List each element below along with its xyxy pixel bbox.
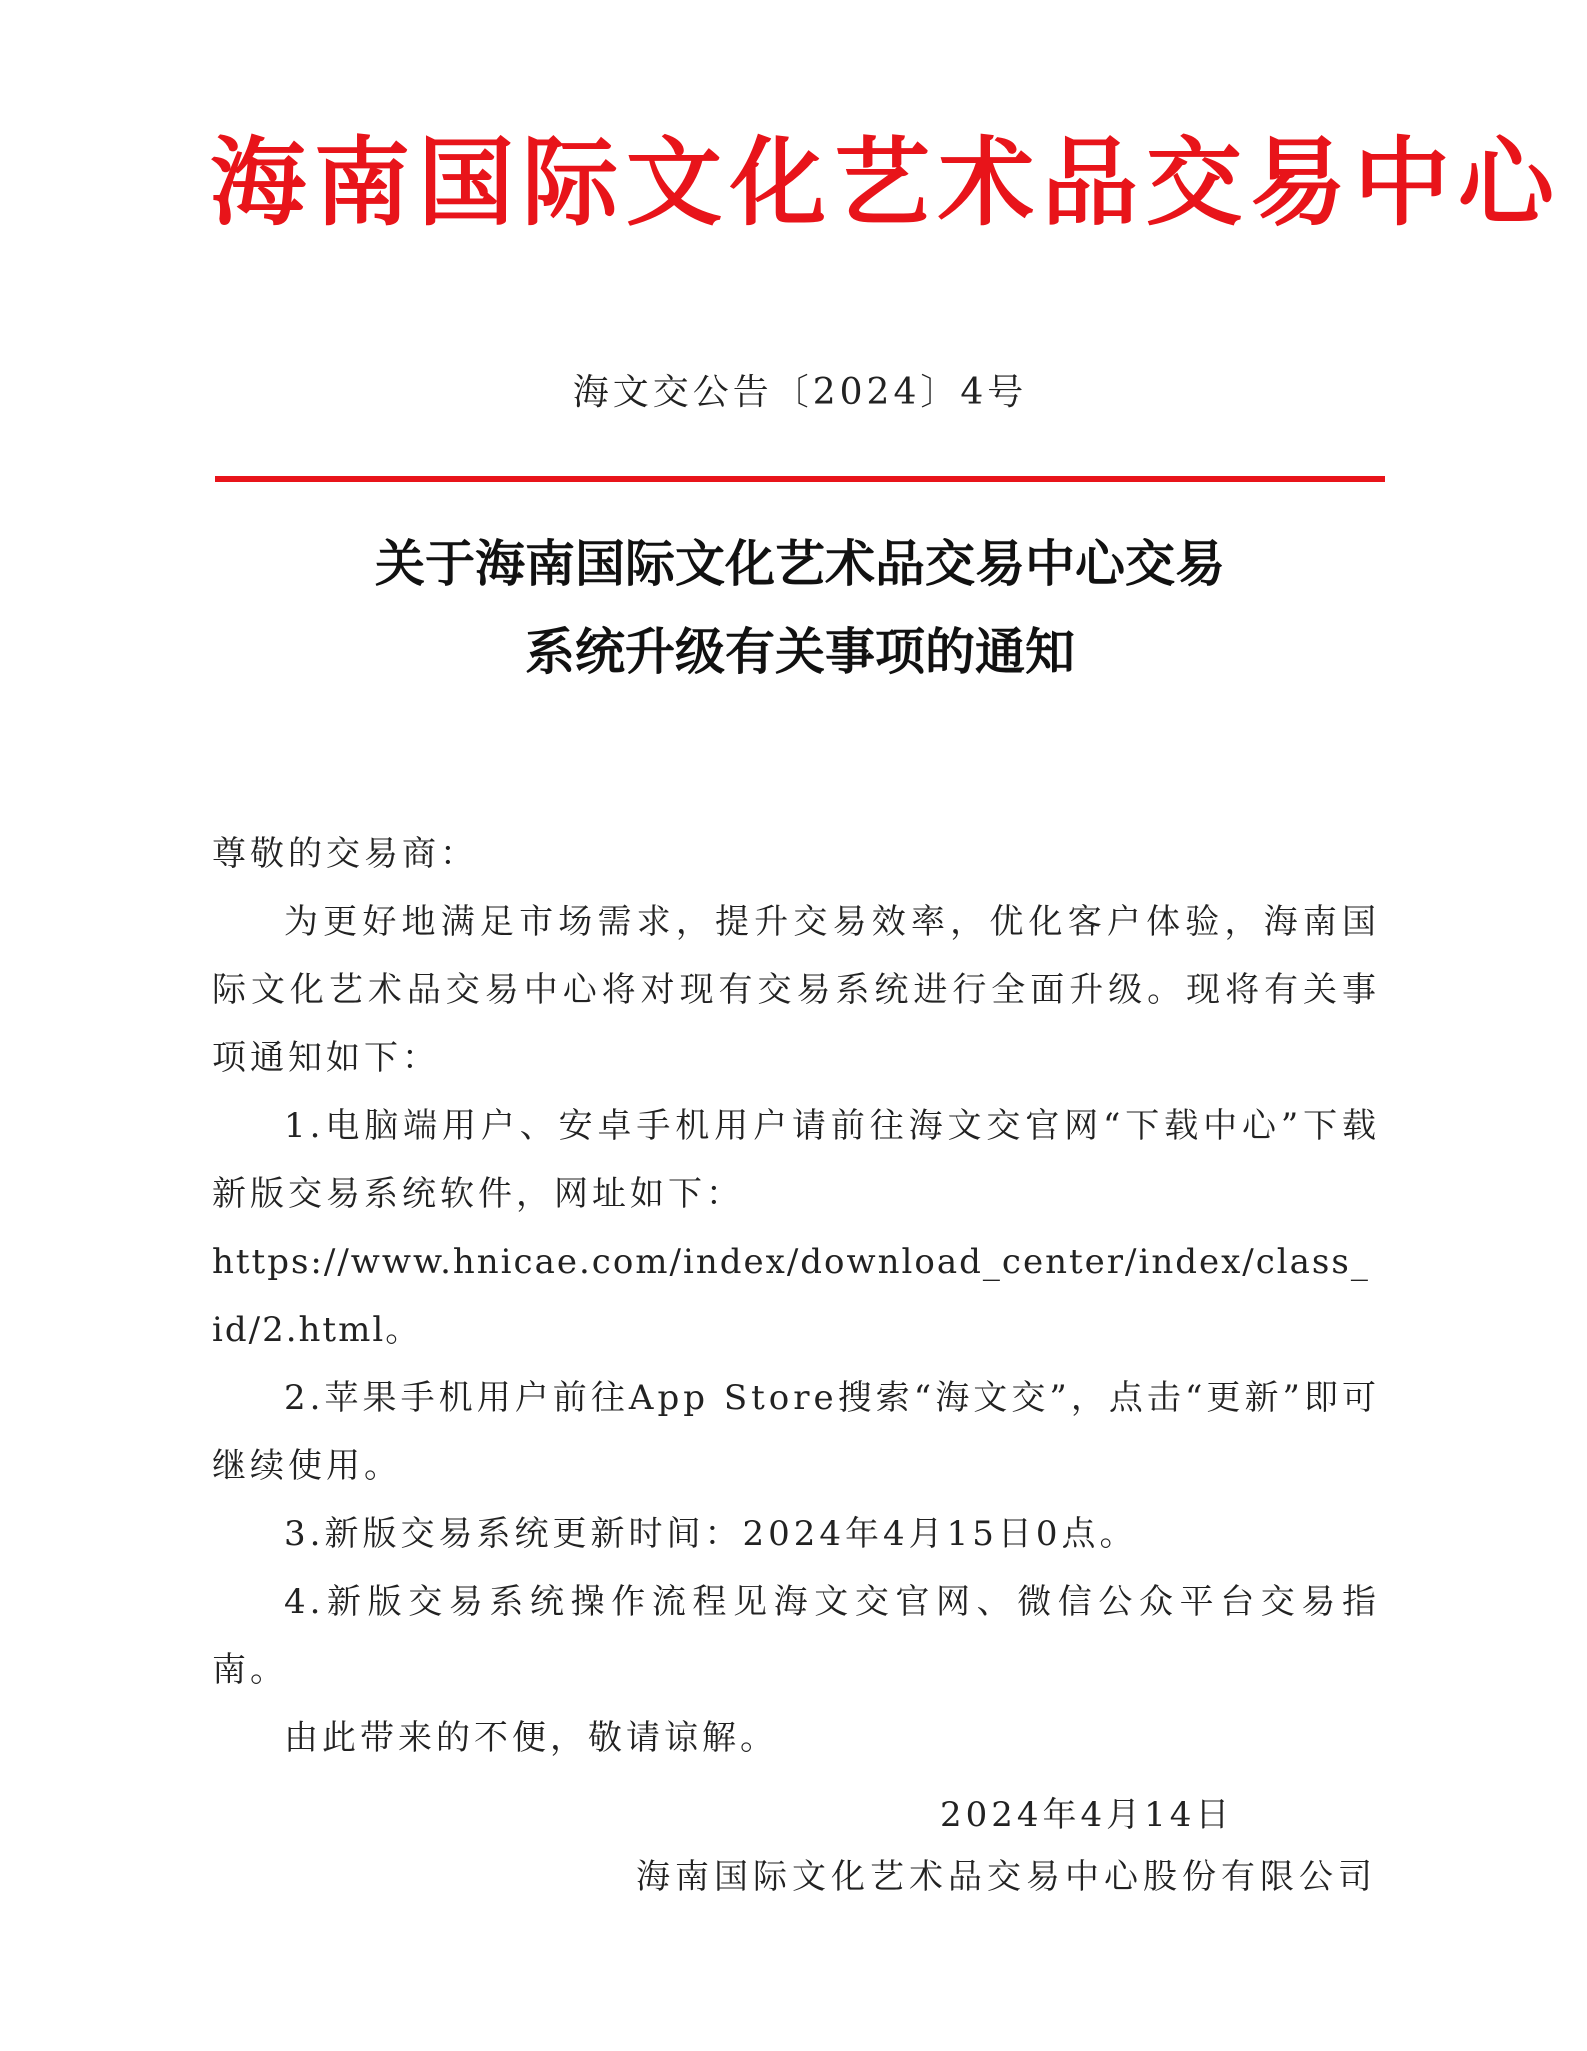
document-number: 海文交公告〔2024〕4号 [572,372,1028,413]
item-3-paragraph: 3.新版交易系统更新时间：2024年4月15日0点。 [284,1514,1138,1554]
notice-title [210,520,1390,696]
closing-paragraph: 由此带来的不便，敬请谅解。 [284,1718,778,1758]
issue-date: 2024年4月14日 [940,1795,1234,1835]
header-divider [215,476,1385,482]
item-4-paragraph: 4.新版交易系统操作流程见海文交官网、微信公众平台交易指南。 [212,1582,1380,1690]
item-1-paragraph: 1.电脑端用户、安卓手机用户请前往海文交官网“下载中心”下载新版交易系统软件，网址如下： [212,1106,1380,1214]
item-2-paragraph: 2.苹果手机用户前往App Store搜索“海文交”，点击“更新”即可继续使用。 [212,1378,1380,1486]
title-line-1: 关于海南国际文化艺术品交易中心交易 [375,535,1225,593]
salutation: 尊敬的交易商： [212,834,478,874]
intro-paragraph: 为更好地满足市场需求，提升交易效率，优化客户体验，海南国际文化艺术品交易中心将对现有交易系统进行全面升级。现将有关事项通知如下： [212,902,1380,1078]
notice-body [212,820,1380,1772]
title-line-2: 系统升级有关事项的通知 [525,623,1075,681]
organization-header: 海南国际文化艺术品交易中心 [210,127,1562,239]
issuer-signature: 海南国际文化艺术品交易中心股份有限公司 [636,1857,1377,1897]
download-url-link[interactable]: https://www.hnicae.com/index/download_center/index/class_id/2.html。 [212,1242,1370,1350]
